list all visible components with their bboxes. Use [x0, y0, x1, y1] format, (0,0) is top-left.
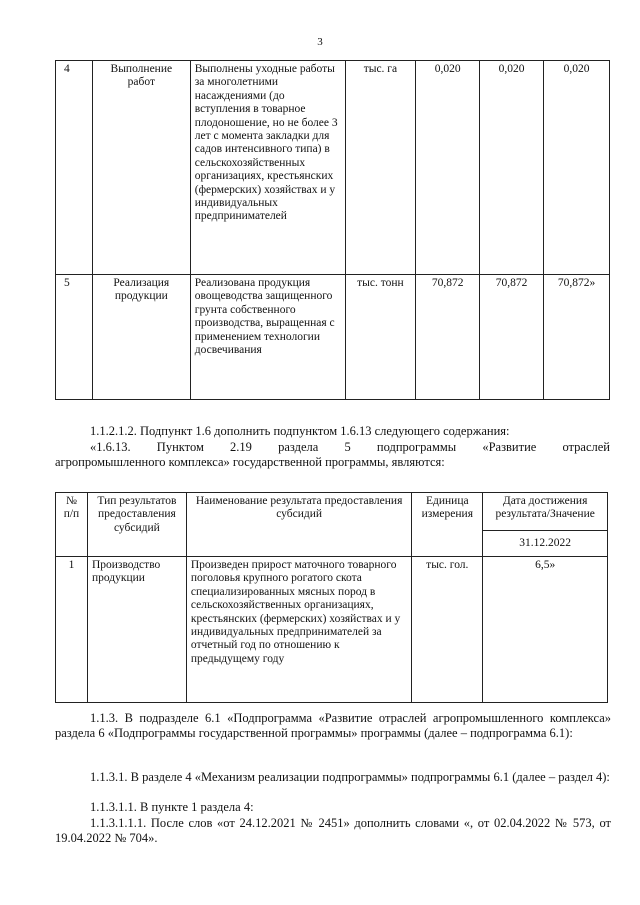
- result-type: Выполнение работ: [92, 61, 190, 275]
- results-table-bottom: [55, 492, 608, 703]
- header-num: № п/п: [56, 493, 88, 557]
- paragraph-1-1-3-1-1-1: 1.1.3.1.1.1. После слов «от 24.12.2021 № 2451» дополнить словами «, от 02.04.2022 № 573, от 19.04.2022 № 704».: [55, 816, 611, 845]
- paragraph-1-1-2-1-2: 1.1.2.1.2. Подпункт 1.6 дополнить подпунктом 1.6.13 следующего содержания:: [90, 424, 510, 438]
- header-date-value: 31.12.2022: [483, 531, 608, 557]
- header-type: Тип результатов предоставления субсидий: [87, 493, 186, 557]
- value-3: 0,020: [544, 61, 610, 275]
- row-number: 4: [56, 61, 93, 275]
- result-description: Реализована продукция овощеводства защищенного грунта собственного производства, выращенная с применением технологии досвечивания: [190, 275, 345, 400]
- result-description: Выполнены уходные работы за многолетними насаждениями (до вступления в товарное плодоношение, но не более 3 лет с момента закладки для садов интенсивного типа) в сельскохозяйственных организациях, крестьянских (фермерских) хозяйствах и у индивидуальных предпринимателей: [190, 61, 345, 275]
- table-row: [56, 557, 608, 703]
- results-table-top: [55, 60, 610, 400]
- paragraph-1-1-3-1: 1.1.3.1. В разделе 4 «Механизм реализации подпрограммы» подпрограммы 6.1 (далее – раздел 4):: [90, 770, 610, 784]
- table-row: [56, 61, 610, 275]
- row-number: 5: [56, 275, 93, 400]
- header-unit: Единица измерения: [412, 493, 483, 557]
- value-2: 0,020: [480, 61, 544, 275]
- value-3: 70,872»: [544, 275, 610, 400]
- header-name: Наименование результата предоставления субсидий: [186, 493, 411, 557]
- value-1: 0,020: [416, 61, 480, 275]
- result-name: Произведен прирост маточного товарного поголовья крупного рогатого скота специализированных мясных пород в сельскохозяйственных организациях, крестьянских (фермерских) хозяйствах и у индивидуальных предпринимателей за отчетный год по отношению к предыдущему году: [186, 557, 411, 703]
- paragraph-1-6-13-line2: агропромышленного комплекса» государственной программы, являются:: [55, 455, 445, 469]
- unit: тыс. гол.: [412, 557, 483, 703]
- value: 6,5»: [483, 557, 608, 703]
- unit: тыс. тонн: [345, 275, 416, 400]
- paragraph-1-1-3: 1.1.3. В подразделе 6.1 «Подпрограмма «Развитие отраслей агропромышленного комплекса» раздела 6 «Подпрограммы государственной программы» программы (далее – подпрограмма 6.1):: [55, 711, 611, 740]
- result-type: Производство продукции: [87, 557, 186, 703]
- table-header-row: [56, 493, 608, 531]
- result-type: Реализация продукции: [92, 275, 190, 400]
- row-number: 1: [56, 557, 88, 703]
- table-row: [56, 275, 610, 400]
- header-date: Дата достижения результата/Значение: [483, 493, 608, 531]
- paragraph-1-1-3-1-1: 1.1.3.1.1. В пункте 1 раздела 4:: [90, 800, 254, 814]
- page-number: 3: [317, 36, 323, 48]
- value-1: 70,872: [416, 275, 480, 400]
- unit: тыс. га: [345, 61, 416, 275]
- value-2: 70,872: [480, 275, 544, 400]
- paragraph-1-6-13-line1: «1.6.13. Пунктом 2.19 раздела 5 подпрограммы «Развитие отраслей: [90, 440, 610, 454]
